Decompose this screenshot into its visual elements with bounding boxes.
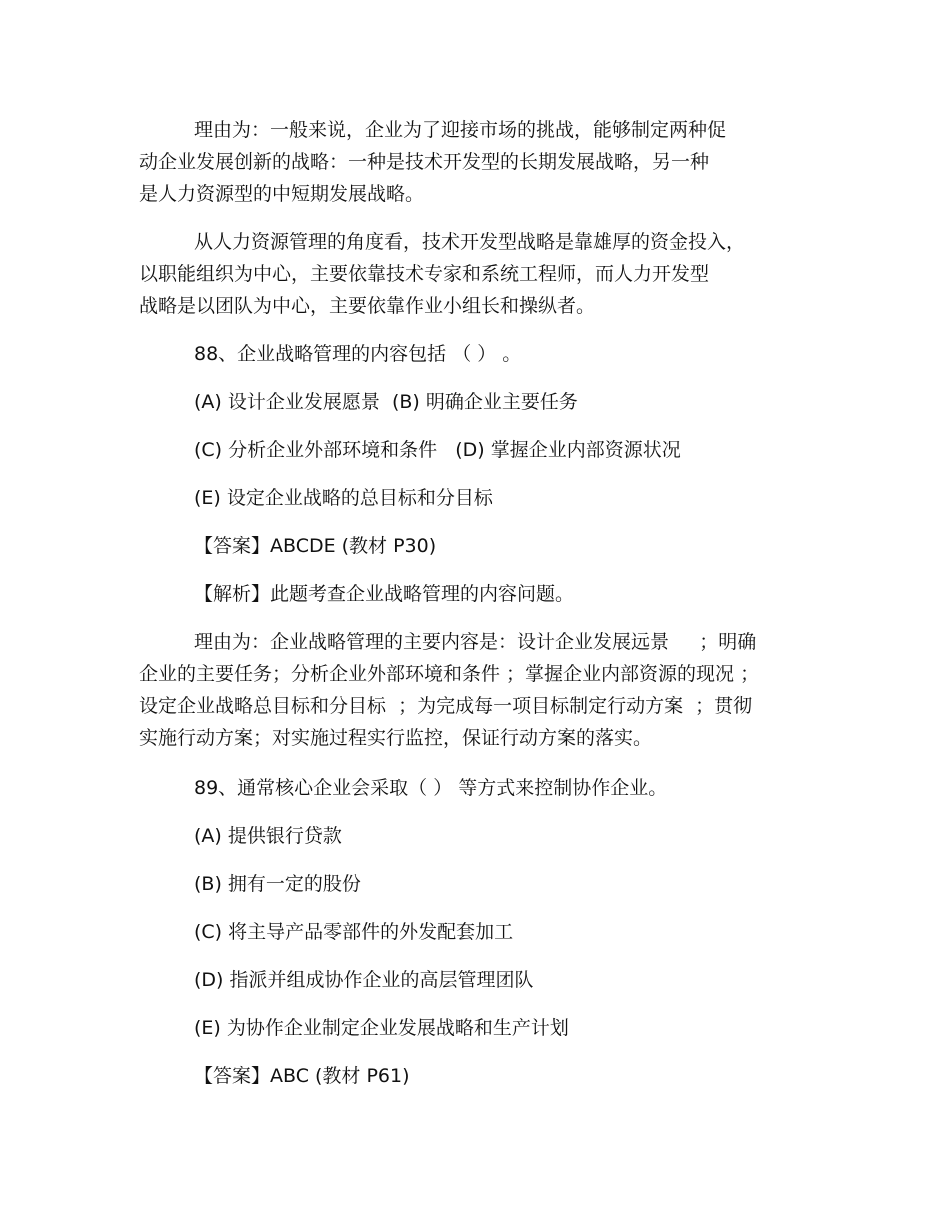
option-line: (E) 设定企业战略的总目标和分目标 bbox=[194, 487, 493, 509]
paragraph-line: 企业的主要任务；分析企业外部环境和条件 ；掌握企业内部资源的现况 ； bbox=[139, 663, 760, 685]
paragraph-line: 设定企业战略总目标和分目标 ；为完成每一项目标制定行动方案 ；贯彻 bbox=[139, 695, 753, 717]
paragraph-line: 以职能组织为中心，主要依靠技术专家和系统工程师，而人力开发型 bbox=[139, 263, 710, 285]
option-line: (A) 提供银行贷款 bbox=[194, 825, 342, 847]
paragraph-line: 动企业发展创新的战略：一种是技术开发型的长期发展战略，另一种 bbox=[139, 151, 710, 173]
option-line: (A) 设计企业发展愿景 (B) 明确企业主要任务 bbox=[194, 391, 578, 413]
analysis-line: 【解析】此题考查企业战略管理的内容问题。 bbox=[194, 583, 575, 605]
option-line: (C) 分析企业外部环境和条件 (D) 掌握企业内部资源状况 bbox=[194, 439, 681, 461]
question-89: 89、通常核心企业会采取（ ） 等方式来控制协作企业。 bbox=[194, 777, 668, 799]
paragraph-line: 理由为：一般来说，企业为了迎接市场的挑战，能够制定两种促 bbox=[194, 119, 727, 141]
option-line: (D) 指派并组成协作企业的高层管理团队 bbox=[194, 969, 534, 991]
option-line: (E) 为协作企业制定企业发展战略和生产计划 bbox=[194, 1017, 569, 1039]
paragraph-line: 是人力资源型的中短期发展战略。 bbox=[139, 183, 425, 205]
question-88: 88、企业战略管理的内容包括 （ ） 。 bbox=[194, 343, 522, 365]
paragraph-line: 战略是以团队为中心，主要依靠作业小组长和操纵者。 bbox=[139, 295, 596, 317]
paragraph-line: 从人力资源管理的角度看，技术开发型战略是靠雄厚的资金投入， bbox=[194, 231, 746, 253]
option-line: (C) 将主导产品零部件的外发配套加工 bbox=[194, 921, 514, 943]
paragraph-line: 实施行动方案；对实施过程实行监控，保证行动方案的落实。 bbox=[139, 727, 653, 749]
answer-line: 【答案】ABCDE (教材 P30) bbox=[194, 535, 437, 557]
option-line: (B) 拥有一定的股份 bbox=[194, 873, 361, 895]
paragraph-line: 理由为：企业战略管理的主要内容是：设计企业发展远景 ；明确 bbox=[194, 631, 757, 653]
answer-line: 【答案】ABC (教材 P61) bbox=[194, 1065, 410, 1087]
